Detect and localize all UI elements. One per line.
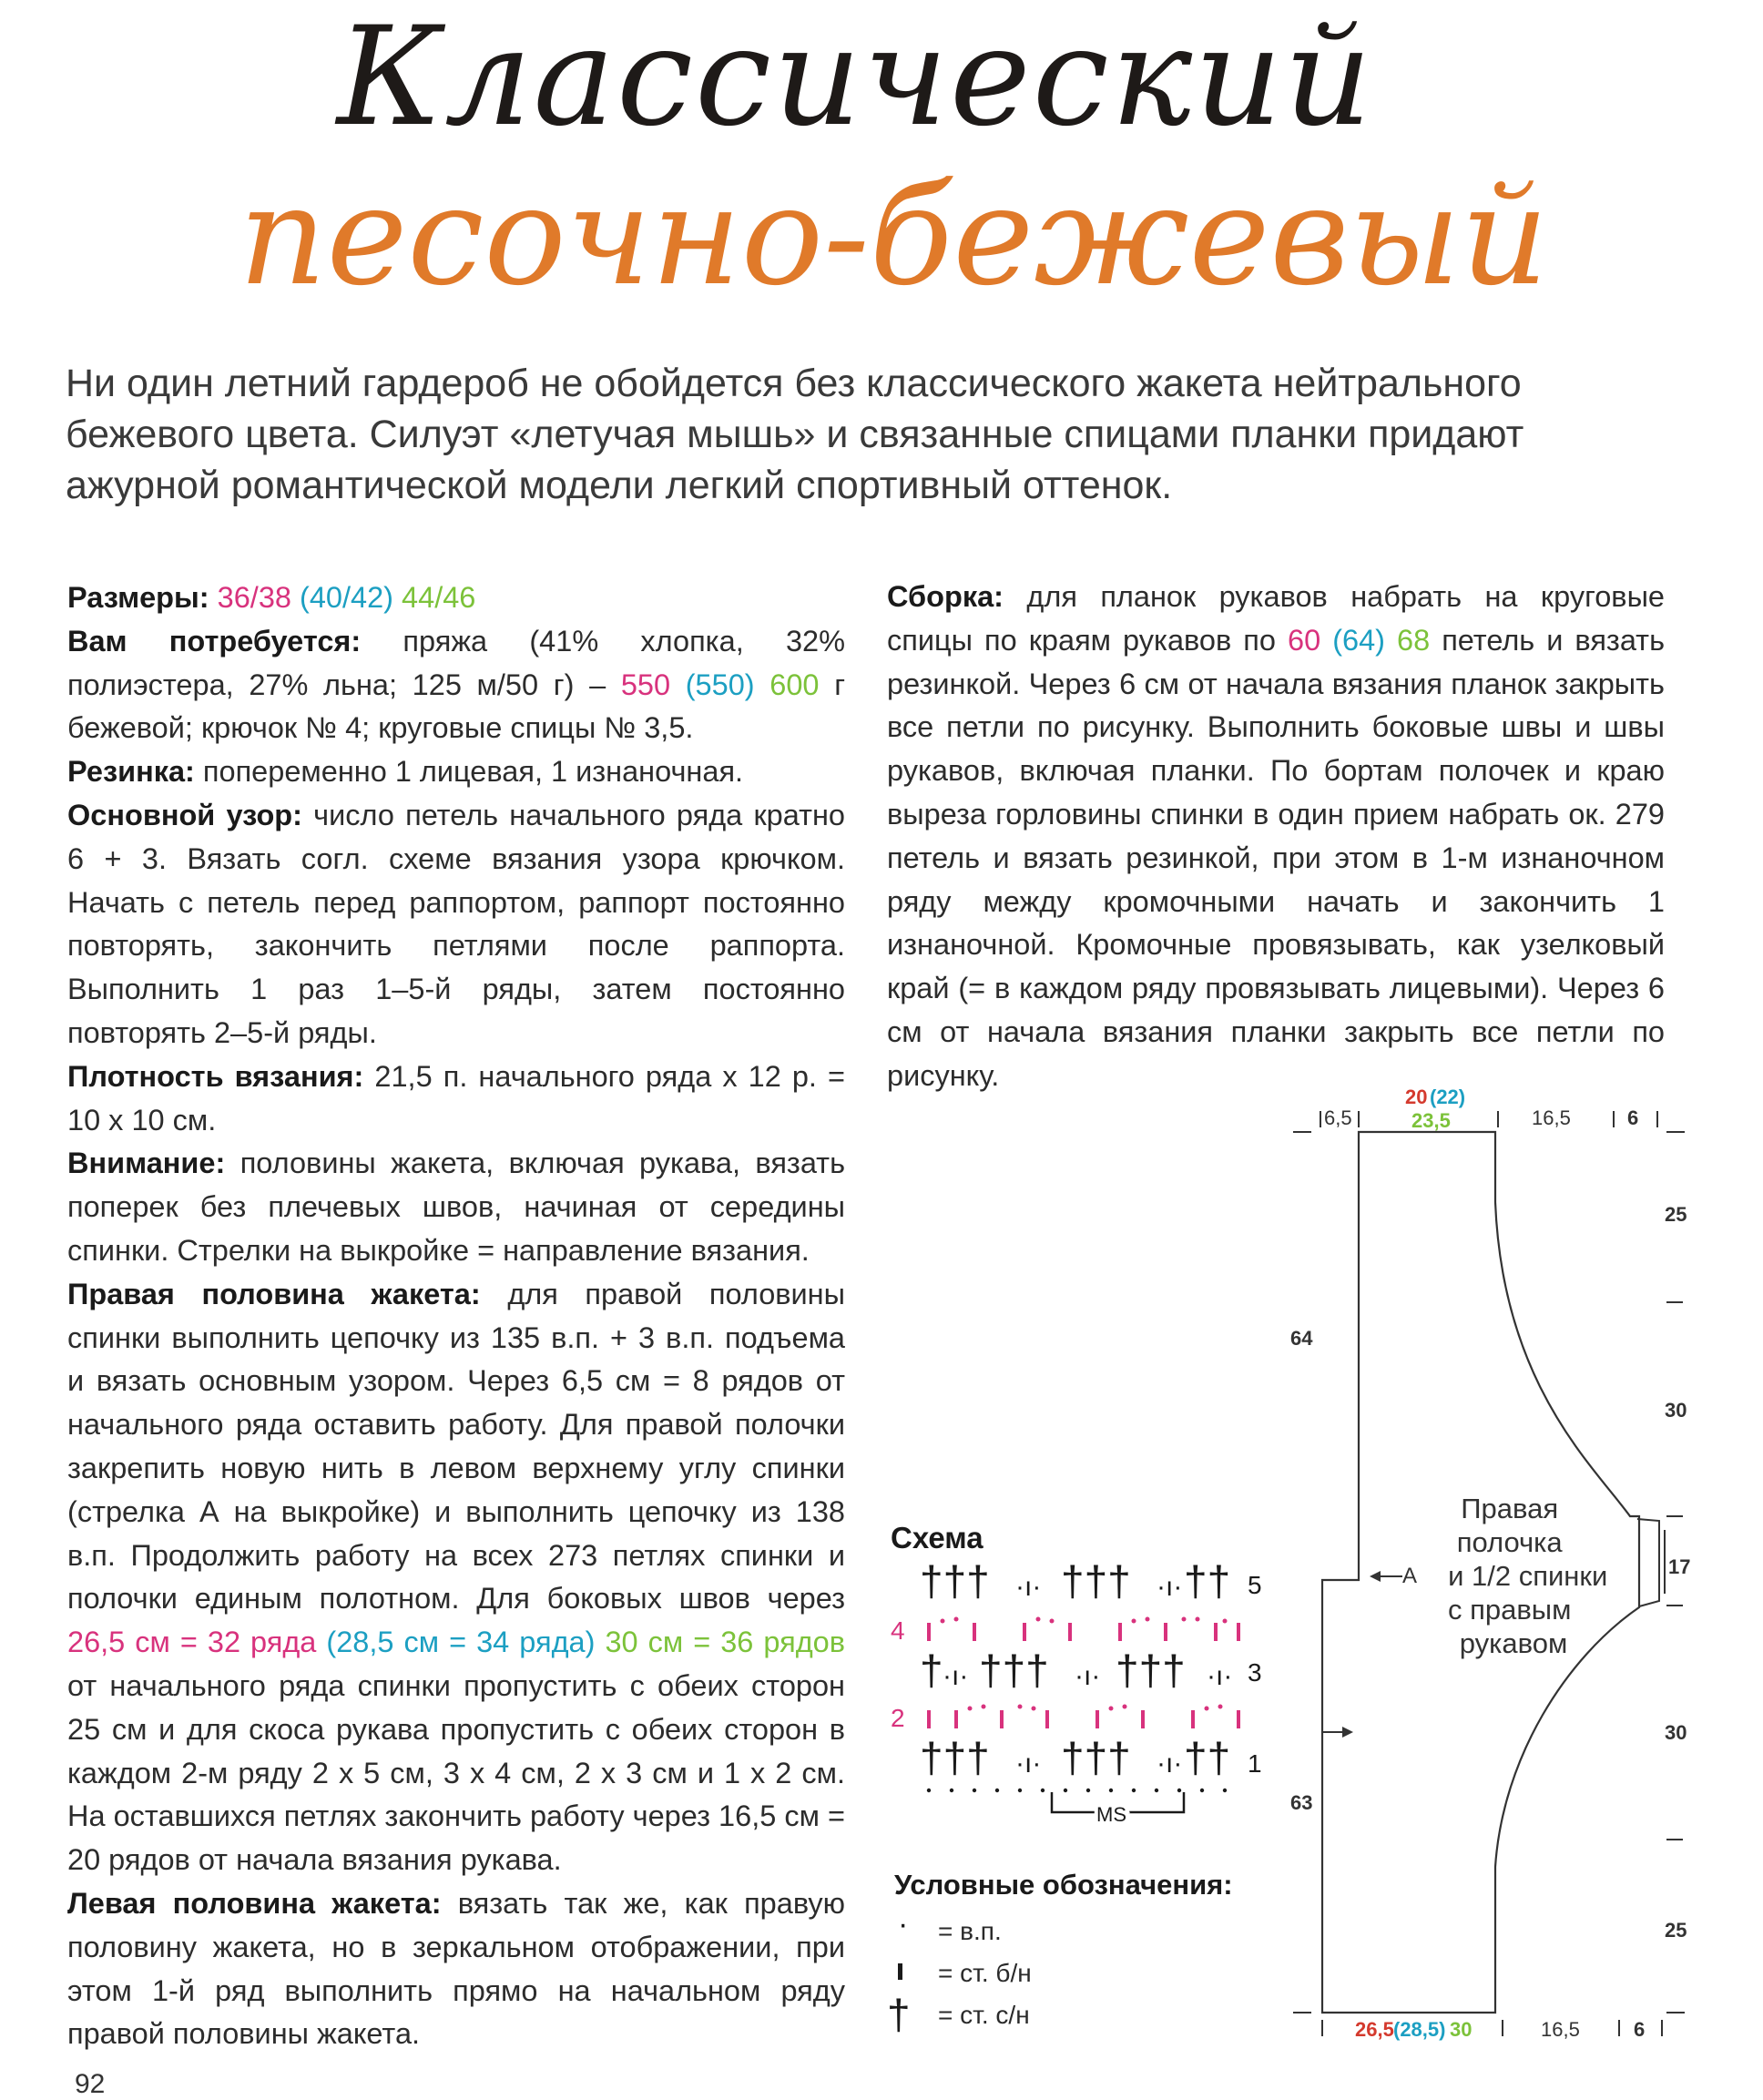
pattern-paragraph — [67, 794, 845, 1055]
left-dim-lower: 63 — [1290, 1791, 1313, 1814]
legend-item-2: = ст. б/н — [938, 1959, 1032, 1987]
chart-foundation-chain — [927, 1789, 1227, 1792]
bottom-dim-mid-b: (28,5) — [1393, 2018, 1446, 2041]
right-half-text-a: для правой половины спинки выполнить цепочку из 135 в.п. + 3 в.п. подъема и вязать основным узором. Через 6,5 см = 8 рядов от начального ряда оставить работу. Для правой полочки закрепить новую нить в левом верхнему углу спинки (стрелка А на выкройке) и выполнить цепочку из 138 в.п. Продолжить работу на всех 273 петлях спинки и полочки единым полотном. Для боковых швов через — [67, 1277, 845, 1616]
svg-text:†††: ††† — [920, 1557, 990, 1605]
chart-row-2-chains — [968, 1705, 1223, 1711]
piece-label-line-3: и 1/2 спинки — [1448, 1560, 1608, 1592]
piece-label-line-2: полочка — [1456, 1526, 1563, 1558]
chart-row-4 — [929, 1623, 1238, 1641]
right-dim-2: 30 — [1665, 1399, 1687, 1422]
chart-row-2 — [929, 1710, 1238, 1728]
page-number: 92 — [75, 2069, 106, 2099]
assembly-count-1: 60 — [1288, 623, 1321, 657]
bottom-dim-right-b: 6 — [1634, 2018, 1646, 2041]
arrow-a-label: A — [1402, 1564, 1418, 1588]
piece-label-line-1: Правая — [1461, 1493, 1559, 1524]
piece-label — [1448, 1493, 1615, 1659]
legend-title: Условные обозначения: — [894, 1869, 1233, 1901]
gauge-label: Плотность вязания: — [67, 1059, 364, 1093]
assembly-count-3: 68 — [1397, 623, 1431, 657]
materials-text-a: пряжа (41% хлопка, 32% полиэстера, 27% льна; 125 м/50 г) – — [67, 624, 845, 701]
top-dim-mid-c: 23,5 — [1411, 1109, 1451, 1132]
direction-arrow-knitting — [1322, 1727, 1353, 1738]
left-dim-upper: 64 — [1290, 1327, 1313, 1350]
pattern-text: число петель начального ряда кратно 6 + 3. Вязать согл. схеме вязания узора крючком. Начать с петель перед раппортом, раппорт постоянно повторять, закончить петлями после раппорта. Выполнить 1 раз 1–5-й ряды, затем постоянно повторять 2–5-й ряды. — [67, 798, 846, 1049]
row-number-1: 1 — [1248, 1749, 1262, 1778]
svg-text:†††: ††† — [920, 1734, 990, 1781]
left-half-paragraph — [67, 1882, 845, 2056]
bottom-dim-mid-a: 26,5 — [1355, 2018, 1394, 2041]
attention-label: Внимание: — [67, 1147, 226, 1180]
right-half-rows-1: 26,5 см = 32 ряда — [67, 1626, 317, 1659]
right-column — [887, 576, 1665, 1098]
size-1: 36/38 — [217, 581, 291, 614]
attention-paragraph — [67, 1142, 845, 1272]
right-dim-4: 30 — [1665, 1721, 1687, 1744]
chart-row-5 — [920, 1557, 1230, 1605]
chain-stitch-icon: · — [898, 1907, 909, 1942]
chart-row-3 — [920, 1646, 1232, 1694]
materials-amount-3: 600 — [769, 668, 820, 701]
bottom-dim-mid-c: 30 — [1450, 2018, 1473, 2041]
rib-label: Резинка: — [67, 755, 195, 789]
svg-text:††: †† — [1184, 1557, 1231, 1605]
row-number-3: 3 — [1248, 1658, 1262, 1687]
row-number-5: 5 — [1248, 1571, 1262, 1599]
attention-text: половины жакета, включая рукава, вязать поперек без плечевых швов, начиная от середины спинки. Стрелки на выкройке = направление вязания. — [67, 1147, 845, 1267]
sizes-label: Размеры: — [67, 581, 209, 614]
double-crochet-icon: † — [887, 1991, 911, 2038]
materials-paragraph — [67, 620, 845, 750]
assembly-text-b: петель и вязать резинкой. Через 6 см от начала вязания планок закрыть все петли по рисунку. Выполнить боковые швы и швы рукавов, включая планки. По бортам полочек и краю выреза горловины спинки в один прием набрать ок. 279 петель и вязать резинкой, при этом в 1-м изнаночном ряду между кромочными начать и закончить 1 изнаночной. Кромочные провязывать, как узелковый край (= в каждом ряду провязывать лицевыми). Через 6 см от начала вязания планки закрыть все петли по рисунку. — [887, 623, 1665, 1092]
rib-text: попеременно 1 лицевая, 1 изнаночная. — [202, 755, 744, 789]
right-half-rows-2: (28,5 см = 34 ряда) — [326, 1626, 596, 1659]
legend-item-3: = ст. с/н — [938, 2001, 1030, 2029]
svg-text:·ı·: ·ı· — [1075, 1661, 1101, 1691]
svg-text:·ı·: ·ı· — [1015, 1572, 1042, 1602]
svg-text:†††: ††† — [1061, 1734, 1131, 1781]
svg-text:·ı·: ·ı· — [1157, 1572, 1183, 1602]
gauge-text: 21,5 п. начального ряда х 12 р. = 10 х 10 см. — [67, 1059, 845, 1137]
rib-paragraph — [67, 750, 845, 794]
right-half-label: Правая половина жакета: — [67, 1277, 481, 1310]
materials-label: Вам потребуется: — [67, 624, 362, 658]
svg-text:†††: ††† — [1116, 1646, 1186, 1694]
top-dim-mid-b: (22) — [1430, 1086, 1466, 1108]
sizes-paragraph — [67, 576, 845, 620]
materials-amount-1: 550 — [620, 668, 671, 701]
chart-row-4-chains — [941, 1617, 1228, 1624]
schema-title: Схема — [891, 1521, 983, 1555]
right-half-paragraph — [67, 1273, 845, 1882]
row-number-2: 2 — [891, 1704, 905, 1732]
materials-text-b: г бежевой; крючок № 4; круговые спицы № 3,5. — [67, 668, 846, 745]
title-line-2: песочно-бежевый — [239, 158, 1549, 316]
left-column — [67, 576, 845, 2056]
right-half-text-b: от начального ряда спинки пропустить с обеих сторон 25 см и для скоса рукава пропустить с обеих сторон в каждом 2-м ряду 2 х 5 см, 3 х 4 см, 2 х 3 см и 1 х 2 см. На оставшихся петлях закончить работу через 16,5 см = 20 рядов от начала вязания рукава. — [67, 1668, 845, 1877]
legend-item-1: = в.п. — [938, 1917, 1002, 1945]
row-number-4: 4 — [891, 1616, 905, 1645]
assembly-label: Сборка: — [887, 580, 1004, 613]
svg-text:†: † — [920, 1646, 943, 1694]
svg-text:·ı·: ·ı· — [943, 1661, 969, 1691]
gauge-paragraph — [67, 1055, 845, 1143]
bottom-dimension-ticks — [1293, 2013, 1685, 2036]
crochet-chart — [874, 1503, 1330, 2085]
left-half-label: Левая половина жакета: — [67, 1886, 442, 1920]
svg-text:††: †† — [1184, 1734, 1231, 1781]
chart-row-1 — [920, 1734, 1230, 1781]
assembly-count-2: (64) — [1332, 623, 1385, 657]
single-crochet-icon — [898, 1963, 902, 1980]
right-half-rows-3: 30 см = 36 рядов — [605, 1626, 845, 1659]
sleeve-cuff-band — [1637, 1519, 1659, 1606]
repeat-label: MS — [1096, 1803, 1126, 1826]
right-dim-5: 25 — [1665, 1919, 1687, 1942]
svg-text:·ı·: ·ı· — [1207, 1661, 1233, 1691]
right-dim-1: 25 — [1665, 1203, 1687, 1226]
top-dim-left: 6,5 — [1324, 1106, 1352, 1129]
piece-label-line-5: рукавом — [1459, 1627, 1568, 1659]
assembly-paragraph — [887, 576, 1665, 1098]
top-dim-mid-a: 20 — [1405, 1086, 1428, 1108]
bottom-dim-right-a: 16,5 — [1541, 2018, 1580, 2041]
direction-arrow-a — [1370, 1571, 1402, 1582]
top-dim-right-b: 6 — [1627, 1106, 1639, 1129]
size-3: 44/46 — [402, 581, 476, 614]
svg-text:†††: ††† — [1061, 1557, 1131, 1605]
right-dim-3: 17 — [1668, 1555, 1691, 1578]
size-2: (40/42) — [300, 581, 394, 614]
assembly-text-a: для планок рукавов набрать на круговые спицы по краям рукавов по — [887, 580, 1665, 657]
garment-pattern-diagram — [1275, 1075, 1748, 2049]
svg-text:†††: ††† — [979, 1646, 1049, 1694]
intro-paragraph: Ни один летний гардероб не обойдется без классического жакета нейтрального бежевого цвета. Силуэт «летучая мышь» и связанные спицами планки придают ажурной романтической модели легкий спортивный оттенок. — [66, 362, 1524, 507]
top-dim-right-a: 16,5 — [1532, 1106, 1571, 1129]
title-line-1: Классический — [337, 0, 1374, 157]
materials-amount-2: (550) — [685, 668, 755, 701]
svg-text:·ı·: ·ı· — [1157, 1748, 1183, 1779]
svg-text:·ı·: ·ı· — [1015, 1748, 1042, 1779]
pattern-label: Основной узор: — [67, 798, 302, 831]
piece-label-line-4: с правым — [1447, 1594, 1572, 1626]
left-half-text: вязать так же, как правую половину жакета, но в зеркальном отображении, при этом 1-й ряд выполнить прямо на начальном ряду правой половины жакета. — [67, 1886, 845, 2051]
